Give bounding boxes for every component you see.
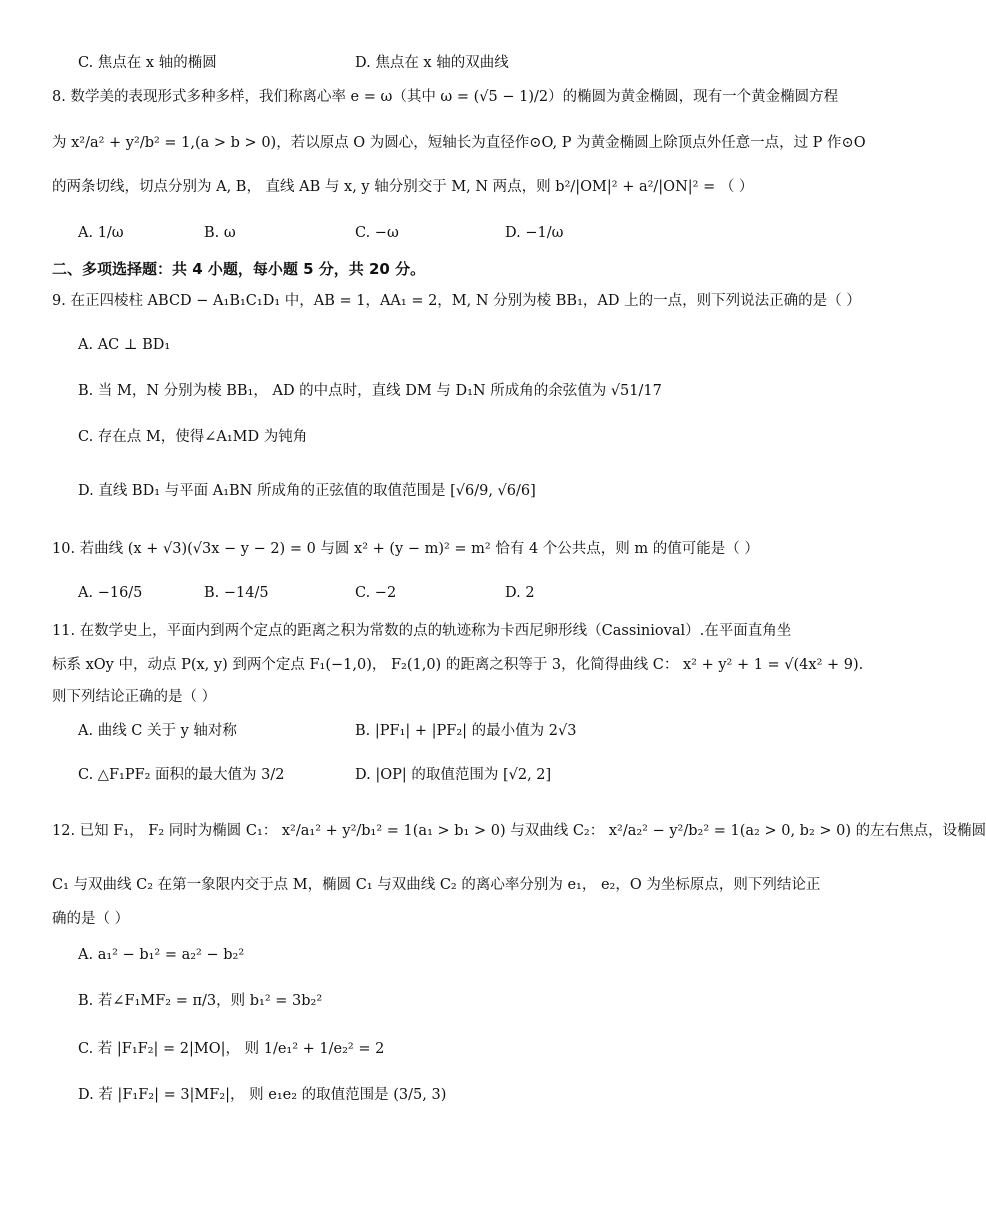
q9-opt-c: C. 存在点 M，使得∠A₁MD 为钝角	[78, 429, 308, 445]
q12-opt-b: B. 若∠F₁MF₂ = π/3，则 b₁² = 3b₂²	[78, 993, 323, 1009]
q11-opt-a: A. 曲线 C 关于 y 轴对称	[78, 723, 237, 739]
q10-opt-b: B. −14/5	[204, 585, 269, 601]
q11-line1: 11. 在数学史上，平面内到两个定点的距离之积为常数的点的轨迹称为卡西尼卵形线（Cassinioval）.在平面直角坐	[52, 623, 792, 639]
q11-line3: 则下列结论正确的是（ ）	[52, 689, 217, 705]
q12-opt-c: C. 若 |F₁F₂| = 2|MO|， 则 1/e₁² + 1/e₂² = 2	[78, 1041, 385, 1057]
q10-opt-a: A. −16/5	[78, 585, 143, 601]
q12-opt-a: A. a₁² − b₁² = a₂² − b₂²	[78, 947, 245, 963]
q9-opt-a: A. AC ⊥ BD₁	[78, 337, 171, 353]
q8-opt-b: B. ω	[204, 225, 236, 241]
q7-opt-d: D. 焦点在 x 轴的双曲线	[355, 55, 509, 71]
q8-opt-a: A. 1/ω	[78, 225, 124, 241]
q8-opt-c: C. −ω	[355, 225, 399, 241]
q8-line3: 的两条切线，切点分别为 A, B， 直线 AB 与 x, y 轴分别交于 M, N 两点，则 b²/|OM|² + a²/|ON|² = （ ）	[52, 179, 754, 195]
section2: 二、多项选择题：共 4 小题，每小题 5 分，共 20 分。	[52, 260, 426, 278]
q9-opt-b: B. 当 M，N 分别为棱 BB₁， AD 的中点时，直线 DM 与 D₁N 所成角的余弦值为 √51/17	[78, 383, 662, 399]
q11-opt-d: D. |OP| 的取值范围为 [√2, 2]	[355, 767, 552, 783]
q12-line3: 确的是（ ）	[52, 911, 130, 927]
q8-line2: 为 x²/a² + y²/b² = 1,(a > b > 0)，若以原点 O 为圆心，短轴长为直径作⊙O, P 为黄金椭圆上除顶点外任意一点，过 P 作⊙O	[52, 135, 866, 151]
q9-line1: 9. 在正四棱柱 ABCD − A₁B₁C₁D₁ 中，AB = 1，AA₁ = 2，M, N 分别为棱 BB₁，AD 上的一点，则下列说法正确的是（ ）	[52, 293, 861, 309]
q12-line1: 12. 已知 F₁， F₂ 同时为椭圆 C₁： x²/a₁² + y²/b₁² = 1(a₁ > b₁ > 0) 与双曲线 C₂： x²/a₂² − y²/b₂² = 1(a₂ > 0, b₂ > 0) 的左右焦点，设椭圆	[52, 823, 986, 839]
q8-opt-d: D. −1/ω	[505, 225, 564, 241]
q9-opt-d: D. 直线 BD₁ 与平面 A₁BN 所成角的正弦值的取值范围是 [√6/9, √6/6]	[78, 483, 536, 499]
q10-line1: 10. 若曲线 (x + √3)(√3x − y − 2) = 0 与圆 x² + (y − m)² = m² 恰有 4 个公共点，则 m 的值可能是（ ）	[52, 541, 759, 557]
q11-opt-b: B. |PF₁| + |PF₂| 的最小值为 2√3	[355, 723, 577, 739]
q10-opt-c: C. −2	[355, 585, 397, 601]
q11-opt-c: C. △F₁PF₂ 面积的最大值为 3/2	[78, 767, 285, 783]
q11-line2: 标系 xOy 中，动点 P(x, y) 到两个定点 F₁(−1,0)， F₂(1,0) 的距离之积等于 3，化简得曲线 C： x² + y² + 1 = √(4x² + 9).	[52, 657, 864, 673]
q10-opt-d: D. 2	[505, 585, 535, 601]
q12-line2: C₁ 与双曲线 C₂ 在第一象限内交于点 M，椭圆 C₁ 与双曲线 C₂ 的离心率分别为 e₁， e₂，O 为坐标原点，则下列结论正	[52, 877, 821, 893]
q12-opt-d: D. 若 |F₁F₂| = 3|MF₂|， 则 e₁e₂ 的取值范围是 (3/5, 3)	[78, 1087, 447, 1103]
q8-line1: 8. 数学美的表现形式多种多样，我们称离心率 e = ω（其中 ω = (√5 − 1)/2）的椭圆为黄金椭圆，现有一个黄金椭圆方程	[52, 89, 839, 105]
q7-opt-c: C. 焦点在 x 轴的椭圆	[78, 55, 217, 71]
